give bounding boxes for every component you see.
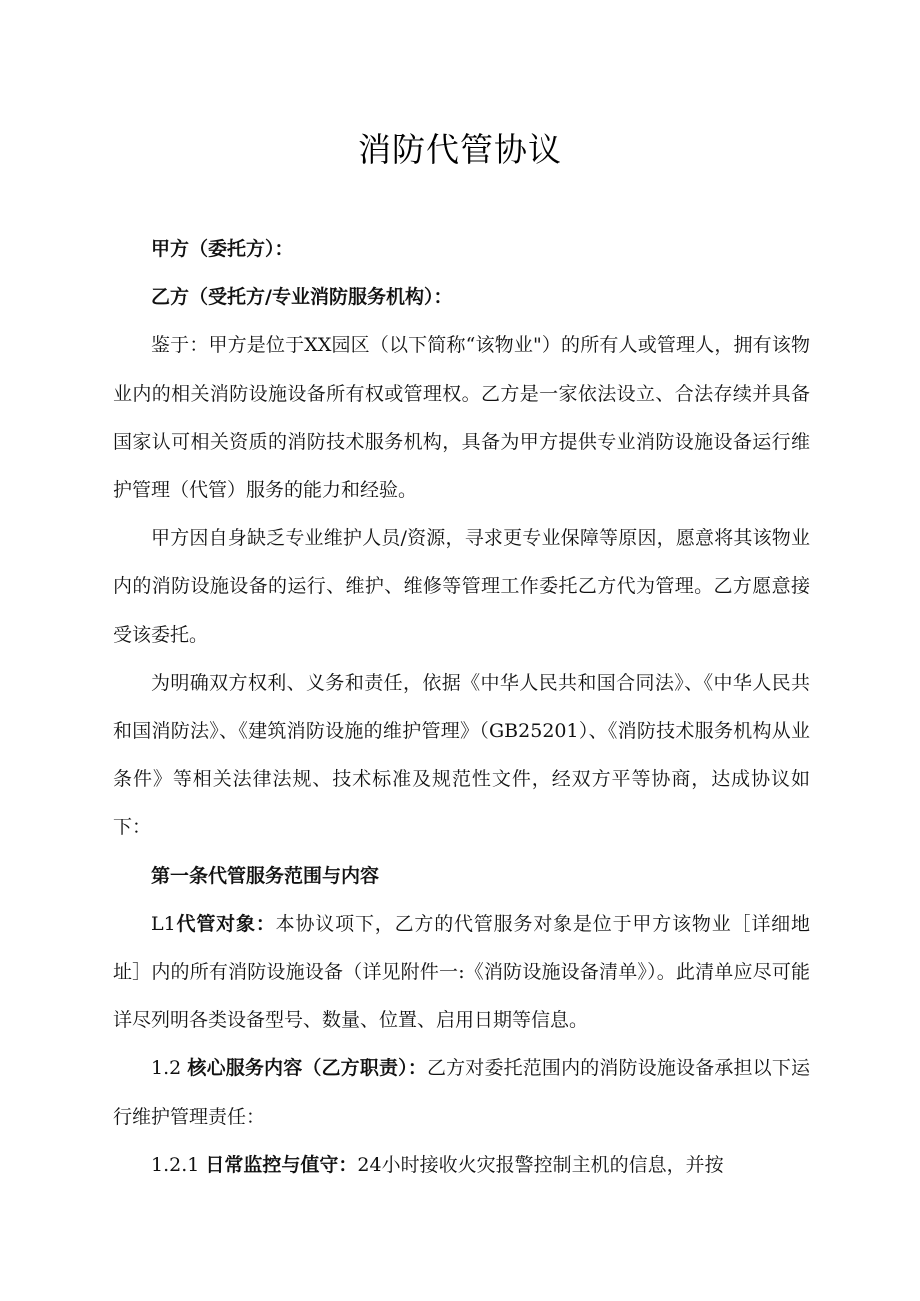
clause-1-2-1 (113, 1141, 810, 1189)
reason-paragraph: 甲方因自身缺乏专业维护人员/资源，寻求更专业保障等原因，愿意将其该物业内的消防设施设备的运行、维护、维修等管理工作委托乙方代为管理。乙方愿意接受该委托。 (113, 527, 810, 646)
clause-1-2-text: 乙方对委托范围内的消防设施设备承担以下运行维护管理责任： (113, 1057, 810, 1128)
clause-1-2-1-text: 24小时接收火灾报警控制主机的信息，并按 (357, 1153, 724, 1176)
clause-1-1 (113, 900, 810, 1045)
article-1-heading: 第一条代管服务范围与内容 (151, 864, 380, 887)
clause-1-1-label: 代管对象： (175, 912, 276, 935)
clause-1-2-1-label: 日常监控与值守： (205, 1153, 358, 1176)
document-title: 消防代管协议 (358, 130, 562, 169)
clause-1-2-1-number: 1.2.1 (151, 1153, 206, 1176)
clause-1-1-text: 本协议项下，乙方的代管服务对象是位于甲方该物业［详细地址］内的所有消防设施设备（详见附件一:《消防设施设备清单》）。此清单应尽可能详尽列明各类设备型号、数量、位置、启用日期等信息。 (113, 912, 810, 1032)
clause-1-2 (113, 1044, 810, 1140)
document-body (113, 225, 810, 1189)
whereas-paragraph: 鉴于：甲方是位于XX园区（以下简称“该物业"）的所有人或管理人，拥有该物业内的相关消防设施设备所有权或管理权。乙方是一家依法设立、合法存续并具备国家认可相关资质的消防技术服务机构，具备为甲方提供专业消防设施设备运行维护管理（代管）服务的能力和经验。 (113, 334, 810, 502)
legal-basis-paragraph: 为明确双方权利、义务和责任，依据《中华人民共和国合同法》、《中华人民共和国消防法》、《建筑消防设施的维护管理》（GB25201）、《消防技术服务机构从业条件》等相关法律法规、技术标准及规范性文件，经双方平等协商，达成协议如下： (113, 671, 810, 839)
clause-1-2-label: 核心服务内容（乙方职责）： (187, 1057, 427, 1080)
clause-1-1-number: L1 (151, 912, 176, 935)
party-a-line: 甲方（委托方）： (151, 238, 294, 260)
party-b-line: 乙方（受托方/专业消防服务机构）： (151, 286, 453, 309)
clause-1-2-number: 1.2 (151, 1057, 188, 1080)
